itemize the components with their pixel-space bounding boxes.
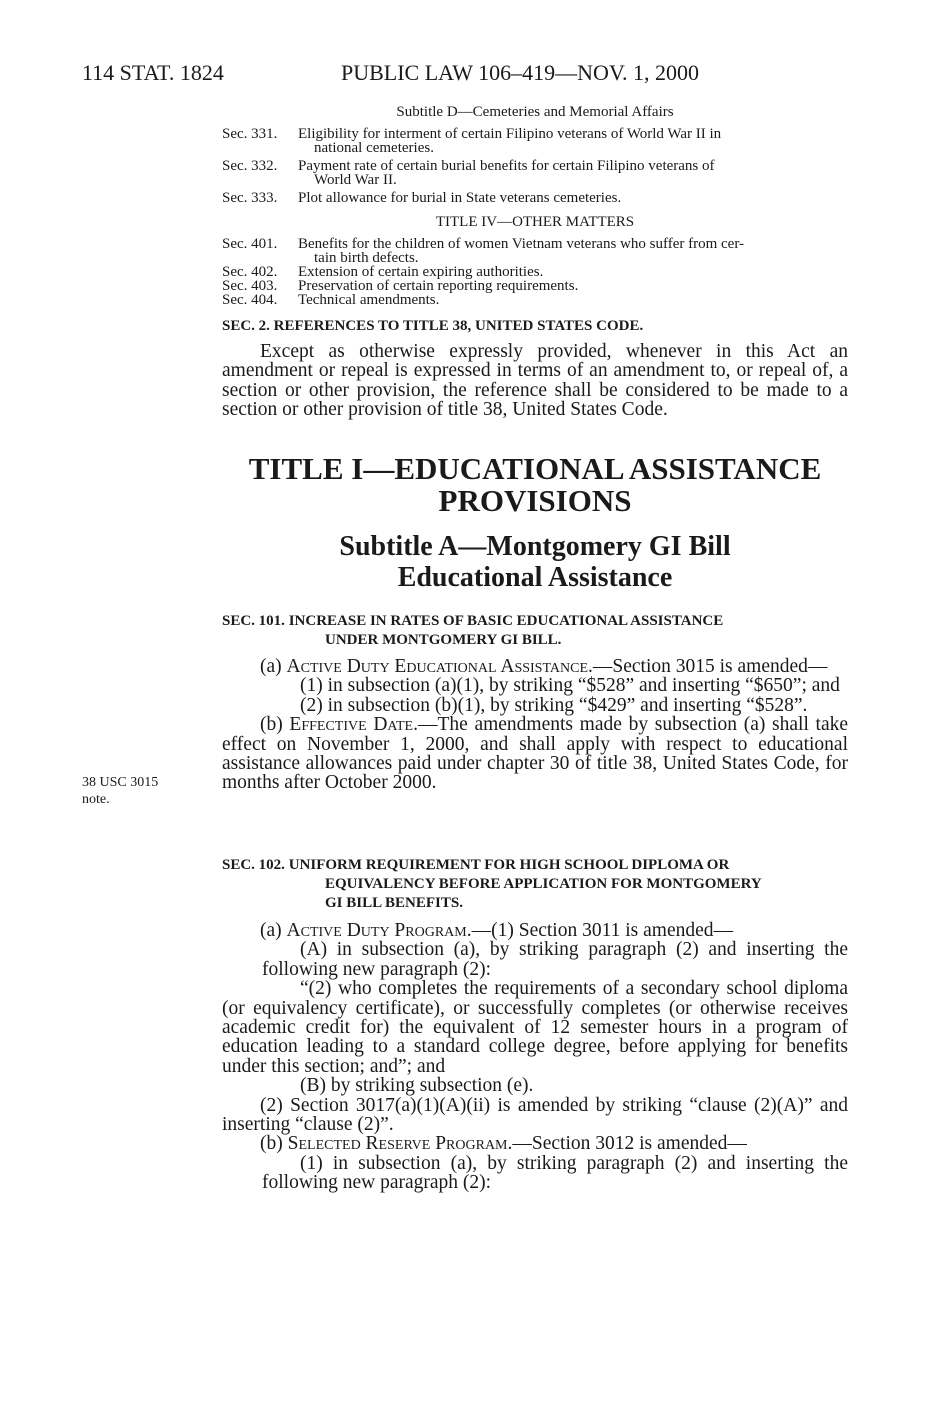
toc-sec-number: Sec. 333.: [222, 190, 278, 206]
section-102-subsection-b: [222, 1134, 848, 1153]
section-102-subsection-a: [222, 921, 848, 940]
subsection-text: .—The amendments made by subsection (a) shall take effect on November 1, 2000, and shall apply with respect to educational assistance allowances paid under chapter 30 of title 38, United States Code, for months after October 2000.: [222, 714, 849, 794]
page-law-header: PUBLIC LAW 106–419—NOV. 1, 2000: [341, 60, 699, 85]
toc-sec-title-line: Benefits for the children of women Vietnam veterans who suffer from cer-: [298, 236, 745, 252]
toc-entry: [222, 279, 848, 293]
subsection-caption: Effective Date: [289, 714, 414, 736]
toc-sec-title: Extension of certain expiring authorities.: [298, 264, 544, 280]
toc-sec-title-line: Eligibility for interment of certain Filipino veterans of World War II in: [298, 126, 722, 142]
section-102-title-line: UNIFORM REQUIREMENT FOR HIGH SCHOOL DIPLOMA OR: [288, 857, 730, 873]
toc-entry: [222, 237, 848, 265]
section-101-label: SEC. 101.: [222, 613, 285, 629]
section-102-heading: [222, 856, 848, 913]
toc-entry: [222, 265, 848, 279]
toc-subtitle-d: Subtitle D—Cemeteries and Memorial Affairs: [396, 104, 674, 120]
paragraph-2: (2) in subsection (b)(1), by striking “$429” and inserting “$528”.: [300, 694, 808, 716]
subparagraph-a: (A) in subsection (a), by striking paragraph (2) and inserting the following new paragraph (2):: [262, 939, 848, 980]
toc-sec-title-line: World War II.: [314, 172, 397, 188]
section-102-label: SEC. 102.: [222, 857, 285, 873]
subsection-marker: (b): [260, 714, 283, 736]
subsection-text: .—Section 3015 is amended—: [588, 656, 828, 677]
subsection-caption: Active Duty Program: [286, 920, 467, 941]
section-2-body: [222, 342, 848, 420]
quoted-paragraph: “(2) who completes the requirements of a secondary school diploma (or equivalency certificate), or successfully completes (or otherwise receives academic credit for) the equivalent of 12 semester hours in a program of education leading to a standard college degree, before applying for benefits under this section; and”; and: [222, 978, 848, 1077]
section-101-body: [222, 657, 848, 793]
paragraph-2: (2) Section 3017(a)(1)(A)(ii) is amended by striking “clause (2)(A)” and inserting “clause (2)”.: [222, 1094, 848, 1136]
margin-note-line: 38 USC 3015: [82, 775, 159, 790]
toc-sec-title: Plot allowance for burial in State veterans cemeteries.: [298, 190, 622, 206]
title-i-heading: [222, 453, 848, 517]
subtitle-a-line: Subtitle A—Montgomery GI Bill: [339, 531, 731, 562]
toc-entry: [222, 127, 848, 155]
title-i-line: PROVISIONS: [438, 483, 632, 518]
section-101-title-line: INCREASE IN RATES OF BASIC EDUCATIONAL ASSISTANCE: [288, 613, 724, 629]
toc-sec-number: Sec. 331.: [222, 126, 278, 142]
toc-sec-title-line: national cemeteries.: [314, 140, 434, 156]
section-2-paragraph: Except as otherwise expressly provided, whenever in this Act an amendment or repeal is expressed in terms of an amendment to, or repeal of, a section or other provision, the reference shall be considered to be made to a section or other provision of title 38, United States Code.: [222, 341, 848, 421]
section-101-subsection-a: [222, 657, 848, 676]
toc-sec-number: Sec. 404.: [222, 292, 278, 308]
paragraph-1: (1) in subsection (a)(1), by striking “$528” and inserting “$650”; and: [300, 675, 840, 697]
margin-note: [82, 774, 192, 808]
section-2-heading: SEC. 2. REFERENCES TO TITLE 38, UNITED STATES CODE.: [222, 318, 644, 334]
toc-sec-title: [298, 127, 848, 155]
toc-entry: [222, 159, 848, 187]
toc-sec-title-line: tain birth defects.: [314, 250, 419, 266]
title-i-line: TITLE I—EDUCATIONAL ASSISTANCE: [248, 451, 822, 486]
toc-title-iv: TITLE IV—OTHER MATTERS: [435, 214, 635, 230]
subsection-marker: (b): [260, 1133, 283, 1155]
subsection-caption: Selected Reserve Program: [287, 1133, 508, 1155]
toc-entry: [222, 293, 848, 307]
toc-sec-title: Technical amendments.: [298, 292, 440, 308]
section-101-subsection-b: [222, 715, 848, 793]
margin-note-line: note.: [82, 792, 110, 807]
subtitle-a-line: Educational Assistance: [397, 562, 673, 593]
toc-sec-title-line: Payment rate of certain burial benefits for certain Filipino veterans of: [298, 158, 715, 174]
toc-sec-number: Sec. 401.: [222, 236, 278, 252]
subsection-marker: (a): [260, 920, 282, 941]
subsection-text: .—Section 3012 is amended—: [507, 1133, 747, 1155]
subsection-caption: Active Duty Educational Assistance: [286, 656, 589, 677]
toc-sec-number: Sec. 402.: [222, 264, 278, 280]
toc-sec-title: [298, 237, 848, 265]
section-102-body: [222, 921, 848, 1193]
section-101-title-line: UNDER MONTGOMERY GI BILL.: [325, 632, 562, 648]
subsection-marker: (a): [260, 656, 282, 677]
toc-sec-number: Sec. 403.: [222, 278, 278, 294]
paragraph-1: (1) in subsection (a), by striking paragraph (2) and inserting the following new paragraph (2):: [262, 1152, 848, 1194]
table-of-contents: [222, 105, 848, 307]
subparagraph-b: (B) by striking subsection (e).: [300, 1075, 534, 1097]
subtitle-a-heading: [222, 531, 848, 593]
toc-sec-title: Preservation of certain reporting requirements.: [298, 278, 579, 294]
subsection-text: .—(1) Section 3011 is amended—: [466, 920, 734, 941]
section-102-title-line: GI BILL BENEFITS.: [325, 895, 463, 911]
toc-sec-number: Sec. 332.: [222, 158, 278, 174]
section-102-title-line: EQUIVALENCY BEFORE APPLICATION FOR MONTGOMERY: [325, 876, 762, 892]
toc-sec-title: [298, 159, 848, 187]
toc-entry: [222, 191, 848, 205]
page-stat-citation: 114 STAT. 1824: [82, 60, 224, 85]
section-101-heading: [222, 612, 848, 650]
